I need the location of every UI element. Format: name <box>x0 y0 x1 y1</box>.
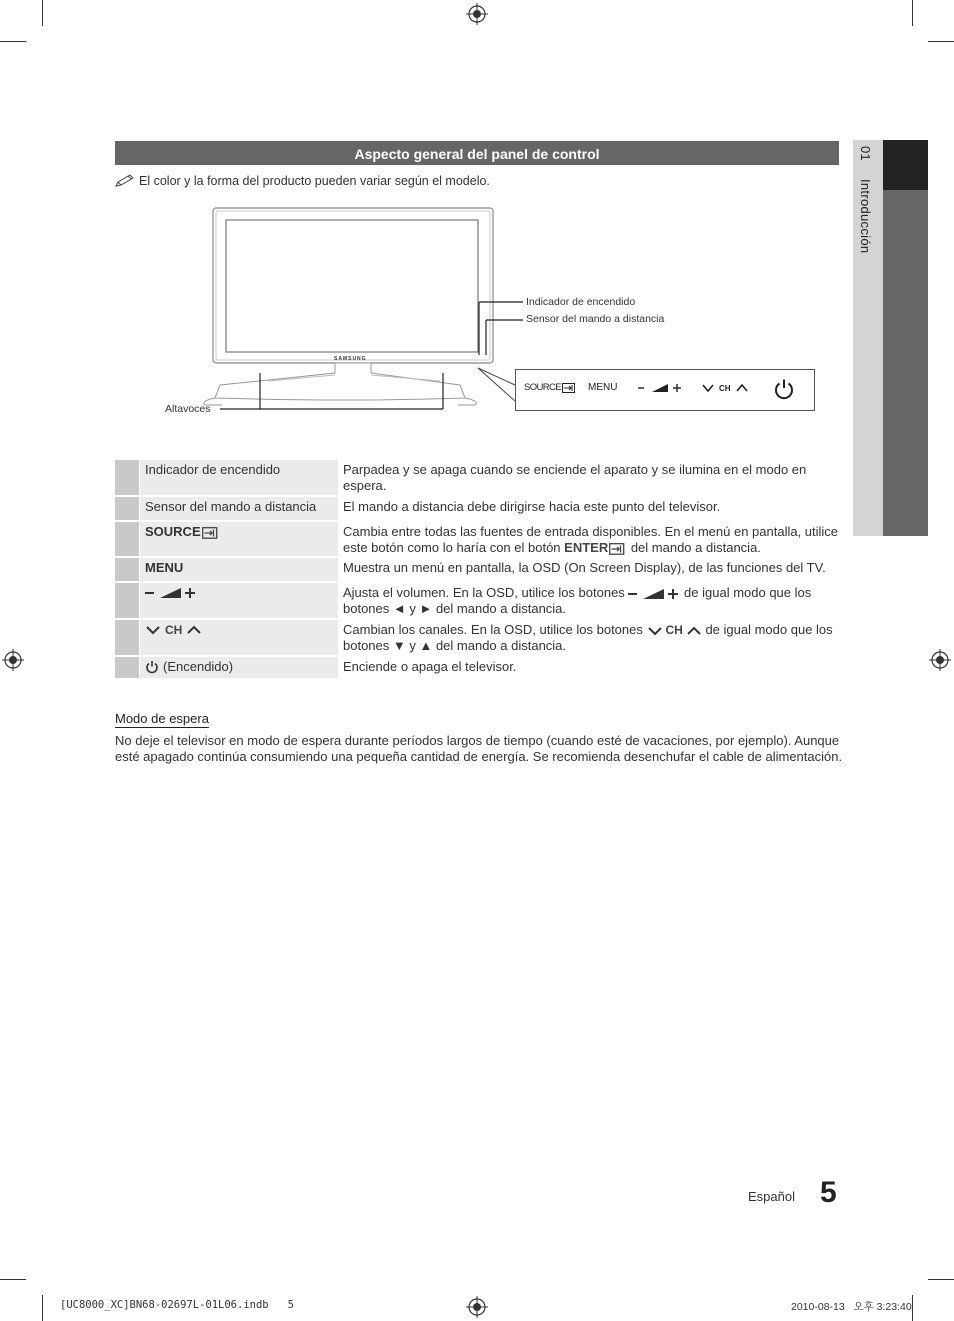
registration-mark-icon <box>2 649 24 671</box>
chapter-tab-band <box>883 190 928 536</box>
chapter-tab-marker <box>883 140 928 190</box>
registration-mark-icon <box>466 1296 488 1318</box>
row-name: Indicador de encendido <box>145 462 281 477</box>
row-marker <box>115 558 139 581</box>
label-remote-sensor: Sensor del mando a distancia <box>526 313 665 325</box>
crop-mark <box>928 1279 954 1280</box>
table-row <box>115 460 839 496</box>
panel-volume-buttons <box>638 383 684 393</box>
standby-text: No deje el televisor en modo de espera durante períodos largos de tiempo (cuando esté de vacaciones, por ejemplo). Aunque esté apagado continúa consumiendo una pequeña cantidad de energía. Se recomienda desenchufar el cable de alimentación. <box>115 733 843 764</box>
row-marker <box>115 522 139 556</box>
volume-icon <box>628 588 680 600</box>
table-row <box>115 620 839 656</box>
row-description: Parpadea y se apaga cuando se enciende el aparato y se ilumina en el modo en espera. <box>343 462 807 493</box>
page-number: 5 <box>820 1176 837 1209</box>
crop-mark <box>0 1279 26 1280</box>
row-name: SOURCE <box>145 524 218 539</box>
row-name-cell <box>140 460 338 495</box>
label-speakers: Altavoces <box>165 403 211 415</box>
crop-mark <box>42 1295 43 1321</box>
row-name: CH <box>145 623 202 637</box>
panel-menu-button: MENU <box>588 382 618 393</box>
chapter-tab-label <box>858 146 873 253</box>
row-description: Ajusta el volumen. En la OSD, utilice los botones de igual modo que los botones ◄ y ► del mando a distancia. <box>343 585 812 616</box>
control-panel-closeup <box>515 369 815 411</box>
footer-timestamp: 2010-08-13 오후 3:23:40 <box>791 1301 912 1313</box>
table-row <box>115 497 839 521</box>
panel-channel-buttons: CH <box>702 383 748 393</box>
crop-mark <box>912 0 913 26</box>
chevron-up-icon <box>186 624 202 636</box>
pencil-note-icon <box>115 174 135 188</box>
volume-icon <box>145 587 197 599</box>
power-icon <box>145 660 159 674</box>
row-name-cell <box>140 497 338 520</box>
table-row <box>115 522 839 557</box>
source-input-icon <box>562 383 576 393</box>
row-marker <box>115 497 139 520</box>
chevron-down-icon <box>145 624 161 636</box>
row-name-cell <box>140 558 338 581</box>
row-description: Enciende o apaga el televisor. <box>343 659 517 674</box>
crop-mark <box>928 41 954 42</box>
enter-icon <box>609 543 625 555</box>
section-title: Aspecto general del panel de control <box>115 141 839 165</box>
row-description: Muestra un menú en pantalla, la OSD (On Screen Display), de las funciones del TV. <box>343 560 826 575</box>
footer-file-info: [UC8000_XC]BN68-02697L-01L06.indb 5 <box>60 1299 294 1311</box>
chevron-down-icon <box>702 383 714 393</box>
registration-mark-icon <box>929 649 951 671</box>
chevron-up-icon <box>736 383 748 393</box>
row-name: MENU <box>145 560 184 575</box>
label-power-indicator: Indicador de encendido <box>526 296 636 308</box>
source-input-icon <box>202 527 218 539</box>
chapter-number: 01 <box>858 146 873 162</box>
row-marker <box>115 460 139 495</box>
crop-mark <box>42 0 43 26</box>
table-row <box>115 558 839 582</box>
power-icon <box>773 378 795 400</box>
row-marker <box>115 620 139 655</box>
table-row <box>115 583 839 619</box>
tv-brand-logo: SAMSUNG <box>334 356 367 362</box>
row-name-cell <box>140 620 338 655</box>
row-name-cell <box>140 583 338 618</box>
chapter-title: Introducción <box>858 178 873 254</box>
row-description: Cambian los canales. En la OSD, utilice los botones CH de igual modo que los botones ▼ y ▲ del mando a distancia. <box>343 622 833 653</box>
table-row <box>115 657 839 678</box>
row-marker <box>115 583 139 618</box>
volume-icon <box>638 383 684 393</box>
row-description: El mando a distancia debe dirigirse hacia este punto del televisor. <box>343 499 721 514</box>
note-text: El color y la forma del producto pueden variar según el modelo. <box>139 174 490 188</box>
crop-mark <box>0 41 26 42</box>
chevron-up-icon <box>686 625 702 637</box>
row-marker <box>115 657 139 678</box>
row-name: (Encendido) <box>145 659 233 674</box>
registration-mark-icon <box>466 3 488 25</box>
row-description: Cambia entre todas las fuentes de entrada disponibles. En el menú en pantalla, utilice este botón como lo haría con el botón ENTER del mando a distancia. <box>343 524 839 555</box>
row-name: Sensor del mando a distancia <box>145 499 317 514</box>
panel-source-button: SOURCE <box>524 382 576 393</box>
row-name-cell <box>140 657 338 678</box>
crop-mark <box>912 1295 913 1321</box>
row-name-cell <box>140 522 338 556</box>
note <box>115 174 490 188</box>
row-name <box>145 587 197 602</box>
chevron-down-icon <box>647 625 663 637</box>
standby-title: Modo de espera <box>115 711 209 726</box>
footer-language: Español <box>748 1189 795 1204</box>
